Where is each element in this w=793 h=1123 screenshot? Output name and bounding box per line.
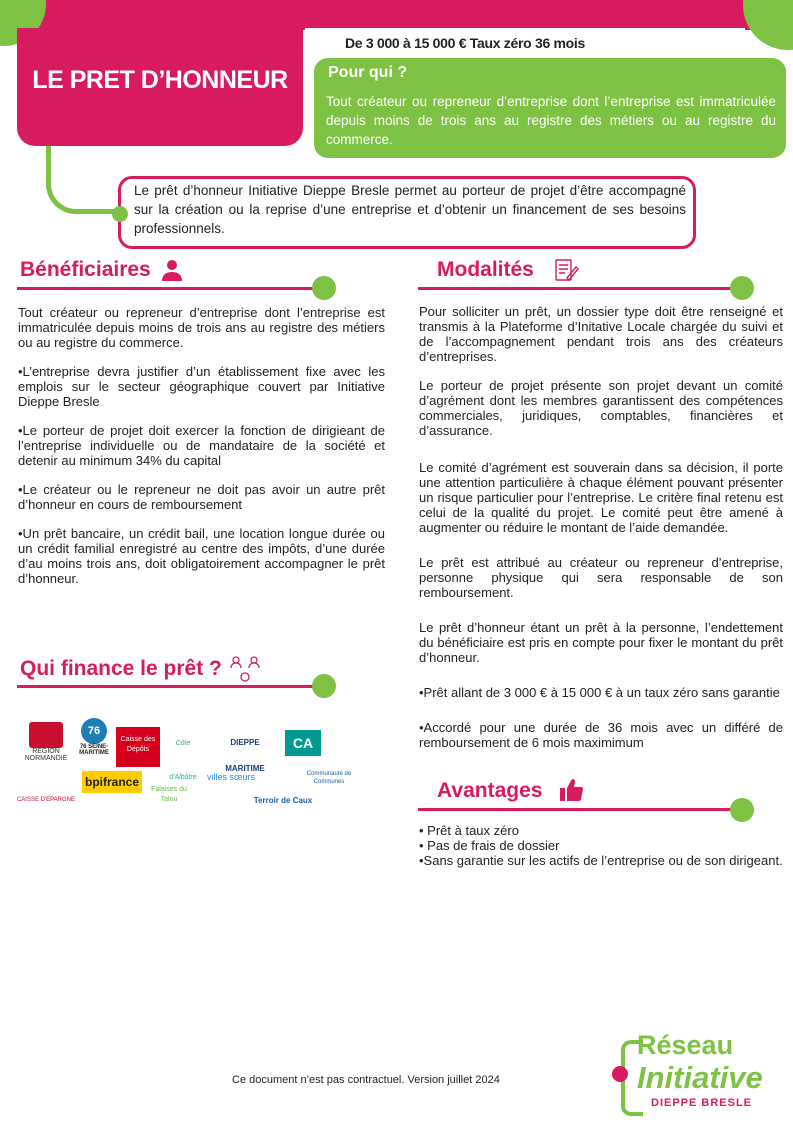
qui-finance-line: [17, 685, 322, 688]
brand-line1: Réseau: [637, 1030, 734, 1060]
beneficiaires-line: [17, 287, 322, 290]
modalites-title: Modalités: [437, 258, 534, 281]
corner-circle-right: [743, 0, 793, 50]
pour-qui-title: Pour qui ?: [328, 64, 408, 81]
person-icon: [160, 258, 184, 287]
page-subtitle: De 3 000 à 15 000 € Taux zéro 36 mois: [345, 35, 586, 51]
avantages-list: [419, 823, 783, 868]
thumbs-up-icon: [558, 777, 584, 808]
logo-terroir-de-caux: Terroir de Caux: [253, 796, 313, 805]
avantages-item: • Prêt à taux zéro: [419, 823, 519, 838]
logo-cote-albatre: Côte d'Albâtre: [169, 740, 197, 781]
modalites-paragraph: •Accordé pour une durée de 36 mois avec un différé de remboursement de 6 mois maximimum: [419, 720, 783, 750]
logo-caisse-depots: Caisse des Dépôts: [116, 727, 160, 767]
modalites-paragraph: Le porteur de projet présente son projet devant un comité d’agrément dont les membres garantissent des compétences commerciales, juridiques, comptables, financières et d’assurance.: [419, 378, 783, 438]
beneficiaires-title: Bénéficiaires: [20, 258, 151, 281]
avantages-line: [418, 808, 744, 811]
beneficiaires-dot: [312, 276, 336, 300]
logo-falaises-talou: Falaises du Talou: [151, 786, 187, 803]
logo-seine-maritime: 76 76 SEINE-MARITIME: [74, 718, 114, 764]
brand-dot: [612, 1066, 628, 1082]
header-bar: [0, 0, 770, 30]
beneficiaires-paragraph: •L’entreprise devra justifier d’un établissement fixe avec les emplois sur le secteur géographique couvert par Initiative Dieppe Bresle: [18, 364, 385, 409]
connector-line: [46, 146, 124, 214]
logo-bpifrance: bpifrance: [82, 771, 142, 793]
logo-region-normandie: RÉGION NORMANDIE: [20, 722, 72, 764]
qui-finance-title: Qui finance le prêt ?: [20, 657, 222, 680]
intro-dot: [112, 206, 128, 222]
logo-caisse-epargne: CAISSE D'EPARGNE: [16, 797, 76, 803]
modalites-paragraph: Le prêt d’honneur étant un prêt à la personne, l’endettement du bénéficiaire est pris en compte pour fixer le montant du prêt d’honneur.: [419, 620, 783, 665]
pour-qui-text: Tout créateur ou repreneur d’entreprise dont l’entreprise est immatriculée depuis moins de trois ans au registre des métiers ou au registre du commerce.: [326, 94, 776, 147]
beneficiaires-paragraph: •Le créateur ou le repreneur ne doit pas avoir un autre prêt d’honneur en cours de remboursement: [18, 482, 385, 512]
qui-finance-dot: [312, 674, 336, 698]
avantages-title: Avantages: [437, 779, 543, 802]
beneficiaires-paragraph: Tout créateur ou repreneur d’entreprise dont l’entreprise est immatriculée depuis moins de trois ans au registre des métiers ou au registre du commerce.: [18, 305, 385, 350]
modalites-paragraph: Pour solliciter un prêt, un dossier type doit être renseigné et transmis à la Plateforme d’Initative Locale chargée du suivi et de l’accompagnement pendant trois ans des créateurs d’entreprises.: [419, 304, 783, 364]
document-pen-icon: [553, 257, 579, 288]
brand-line2: Initiative: [637, 1060, 763, 1095]
beneficiaires-paragraph: •Un prêt bancaire, un crédit bail, une location longue durée ou un crédit familial enregistré au centre des impôts, d’une durée d’au moins trois ans, doit obligatoirement accompagner le prêt d’honneur.: [18, 526, 385, 586]
avantages-item: • Pas de frais de dossier: [419, 838, 560, 853]
modalites-line: [418, 287, 744, 290]
modalites-paragraph: Le prêt est attribué au créateur ou repreneur d’entreprise, personne physique qui sera responsable de son remboursement.: [419, 555, 783, 600]
modalites-paragraph: •Prêt allant de 3 000 € à 15 000 € à un taux zéro sans garantie: [419, 685, 780, 700]
logo-villes-soeurs: villes sœurs: [206, 772, 255, 782]
logo-communaute-communes: Communauté de Communes: [306, 771, 352, 785]
avantages-item: •Sans garantie sur les actifs de l’entreprise ou de son dirigeant.: [419, 853, 783, 868]
modalites-paragraph: Le comité d’agrément est souverain dans sa décision, il porte une attention particulière à chaque élément pouvant présenter un risque particulier pour l’entreprise. Le critère final retenu est celui de la qualité du projet. Le comité peut être amené à augmenter ou réduire le montant de l’aide demandée.: [419, 460, 783, 535]
footer-note: Ce document n’est pas contractuel. Version juillet 2024: [232, 1074, 500, 1086]
logo-credit-agricole: CA: [285, 730, 321, 756]
people-network-icon: [230, 655, 260, 688]
modalites-body: [419, 304, 783, 764]
logo-dieppe-maritime: DIEPPE MARITIME: [225, 738, 265, 773]
intro-text: Le prêt d’honneur Initiative Dieppe Bresle permet au porteur de projet d’être accompagné sur la création ou la reprise d’une entreprise et d’obtenir un financement de ses besoins professionnels.: [134, 183, 686, 236]
beneficiaires-body: [18, 305, 385, 600]
avantages-dot: [730, 798, 754, 822]
page-title: LE PRET D’HONNEUR: [32, 66, 288, 94]
brand-line3: DIEPPE BRESLE: [651, 1097, 753, 1109]
modalites-dot: [730, 276, 754, 300]
beneficiaires-paragraph: •Le porteur de projet doit exercer la fonction de dirigieant de l’entreprise individuelle ou de mandataire de la société et detenir au minimum 34% du capital: [18, 423, 385, 468]
